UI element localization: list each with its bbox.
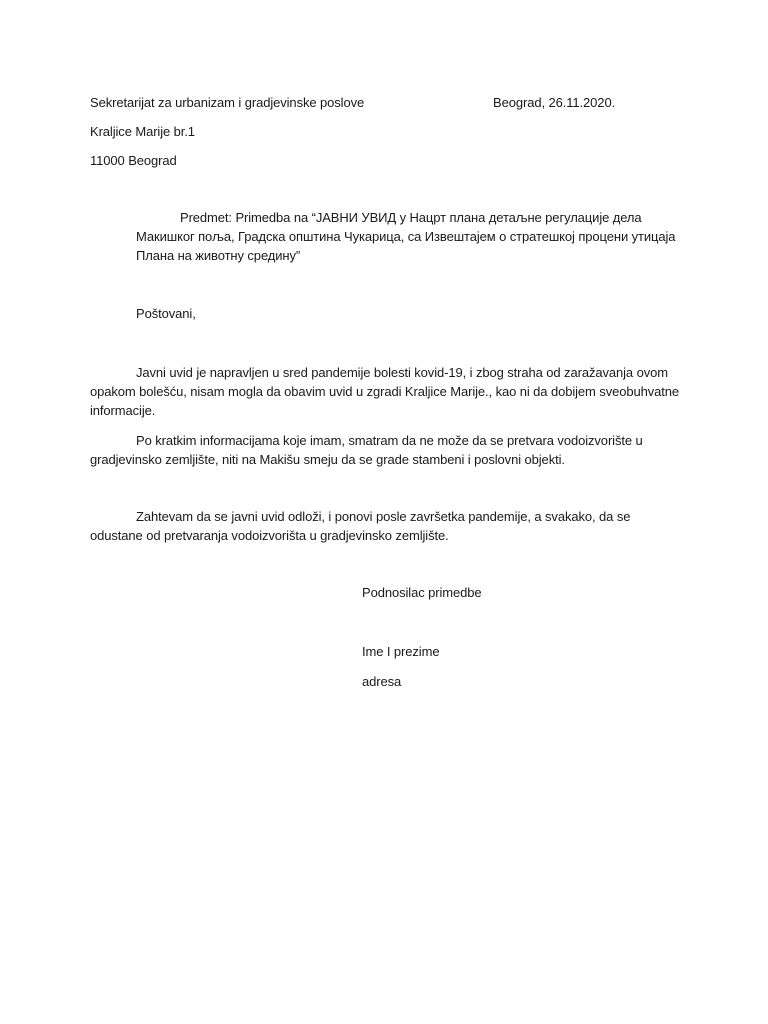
body-paragraph-3 (90, 507, 686, 545)
body-paragraph-2 (90, 431, 686, 469)
recipient-name: Sekretarijat za urbanizam i gradjevinske poslove (90, 95, 365, 110)
body-paragraph-3-text: Zahtevam da se javni uvid odloži, i ponovi posle završetka pandemije, a svakako, da se odustane od pretvaranja vodoizvorišta u gradjevinsko zemljište. (90, 509, 631, 543)
salutation: Poštovani, (136, 306, 196, 321)
recipient-address-line2: 11000 Beograd (90, 153, 177, 168)
signature-title: Podnosilac primedbe (362, 585, 482, 600)
body-paragraph-1 (90, 363, 686, 420)
signature-name: Ime I prezime (362, 644, 440, 659)
signature-address: adresa (362, 674, 402, 689)
subject-block (136, 208, 696, 265)
place-date: Beograd, 26.11.2020. (493, 95, 616, 110)
body-paragraph-1-text: Javni uvid je napravljen u sred pandemije bolesti kovid-19, i zbog straha od zaražavanja ovom opakom bolešću, nisam mogla da obavim uvid u zgradi Kraljice Marije., kao ni da dobijem sveobuhvatne informacije. (90, 365, 680, 418)
body-paragraph-2-text: Po kratkim informacijama koje imam, smatram da ne može da se pretvara vodoizvorište u gradjevinsko zemljište, niti na Makišu smeju da se grade stambeni i poslovni objekti. (90, 433, 643, 467)
recipient-address-line1: Kraljice Marije br.1 (90, 124, 195, 139)
subject-text: Primedba na “ЈАВНИ УВИД у Нацрт плана детаљне регулације дела Макишког поља, Градска општина Чукарица, са Извештајем о стратешкој процени утицаја Плана на животну средину” (136, 210, 676, 263)
subject-label: Predmet: (180, 210, 232, 225)
